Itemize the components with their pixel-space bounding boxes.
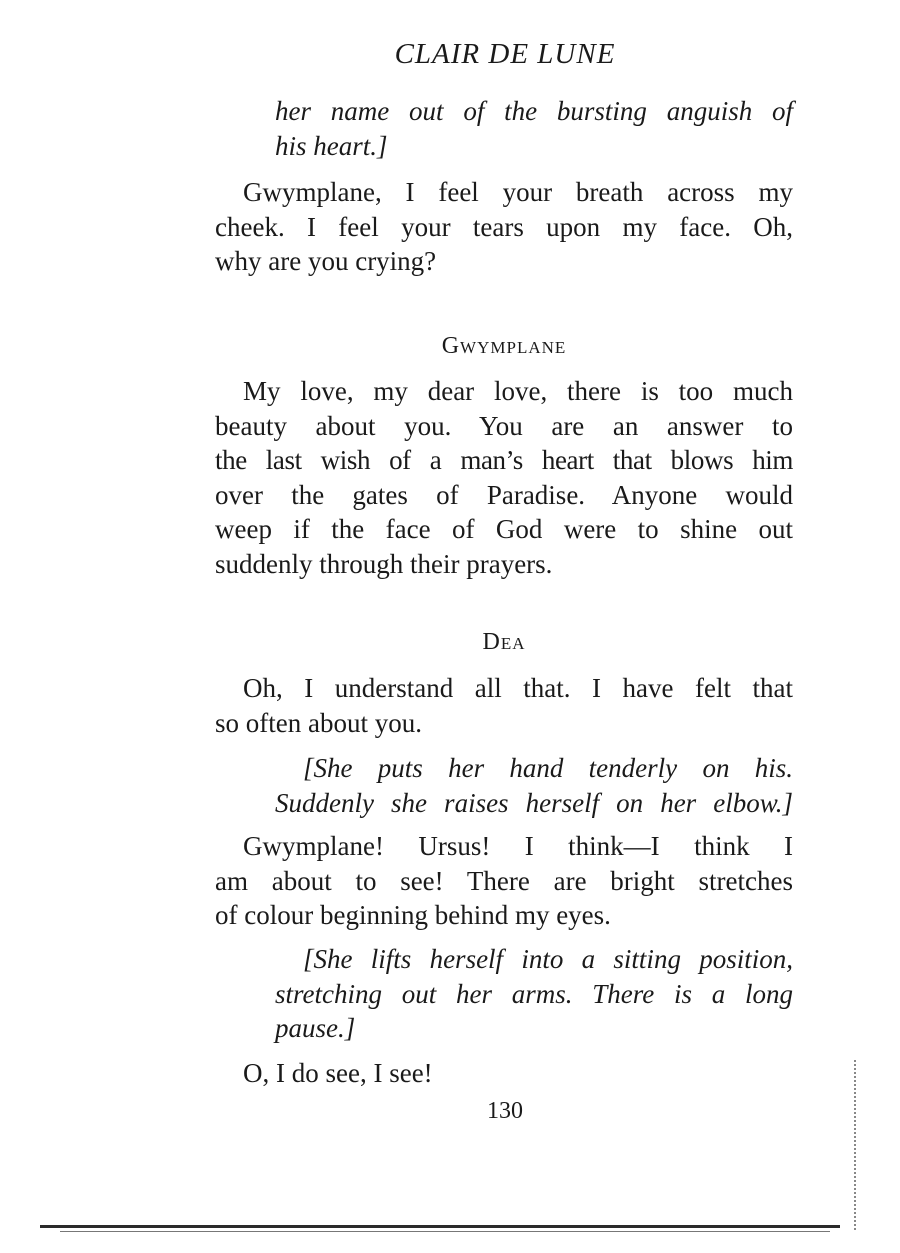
bottom-edge-rule-thin	[60, 1231, 830, 1232]
stage-direction-line: [She puts her hand tenderly on his.	[303, 753, 793, 783]
dialogue-paragraph-dea-2	[215, 671, 793, 740]
bottom-edge-rule	[40, 1225, 840, 1228]
text-line: Gwymplane, I feel your breath across my	[243, 177, 793, 207]
text-line: why are you crying?	[215, 246, 437, 276]
speaker-name-dea: Dea	[482, 629, 526, 655]
text-line: suddenly through their prayers.	[215, 548, 553, 579]
text-line: so often about you.	[215, 707, 422, 738]
stage-direction-2	[275, 751, 793, 820]
dialogue-paragraph-dea-4	[215, 1056, 793, 1091]
dialogue-paragraph-dea-3	[215, 829, 793, 933]
text-line: beauty about you. You are an answer to	[215, 410, 793, 441]
running-head: CLAIR DE LUNE	[394, 38, 616, 70]
text-line: the last wish of a man’s heart that blows him	[215, 445, 793, 475]
speaker-name-gwymplane: Gwymplane	[441, 333, 567, 359]
text-line: Oh, I understand all that. I have felt that	[243, 673, 793, 703]
dialogue-paragraph-gwymplane	[215, 374, 793, 581]
page-number: 130	[487, 1098, 523, 1124]
text-line: weep if the face of God were to shine out	[215, 514, 793, 544]
stage-direction-line: her name out of the bursting anguish of	[275, 96, 793, 126]
text-line: am about to see! There are bright stretches	[215, 865, 793, 896]
stage-direction-line: pause.]	[275, 1013, 356, 1043]
stage-direction-line: Suddenly she raises herself on her elbow.]	[275, 787, 793, 818]
text-line: My love, my dear love, there is too much	[243, 376, 793, 406]
stage-direction-3	[275, 942, 793, 1046]
text-line: over the gates of Paradise. Anyone would	[215, 479, 793, 510]
dialogue-paragraph-dea-1	[215, 175, 793, 279]
stage-direction-line: stretching out her arms. There is a long	[275, 978, 793, 1009]
text-line: of colour beginning behind my eyes.	[215, 900, 611, 930]
text-line: O, I do see, I see!	[243, 1058, 433, 1088]
text-line: cheek. I feel your tears upon my face. Oh,	[215, 211, 793, 242]
text-line: Gwymplane! Ursus! I think—I think I	[243, 831, 793, 861]
stage-direction-line: his heart.]	[275, 130, 388, 161]
stage-direction-line: [She lifts herself into a sitting position,	[303, 944, 793, 974]
stage-direction-1	[275, 94, 793, 163]
scan-edge-speckle	[854, 1060, 860, 1230]
